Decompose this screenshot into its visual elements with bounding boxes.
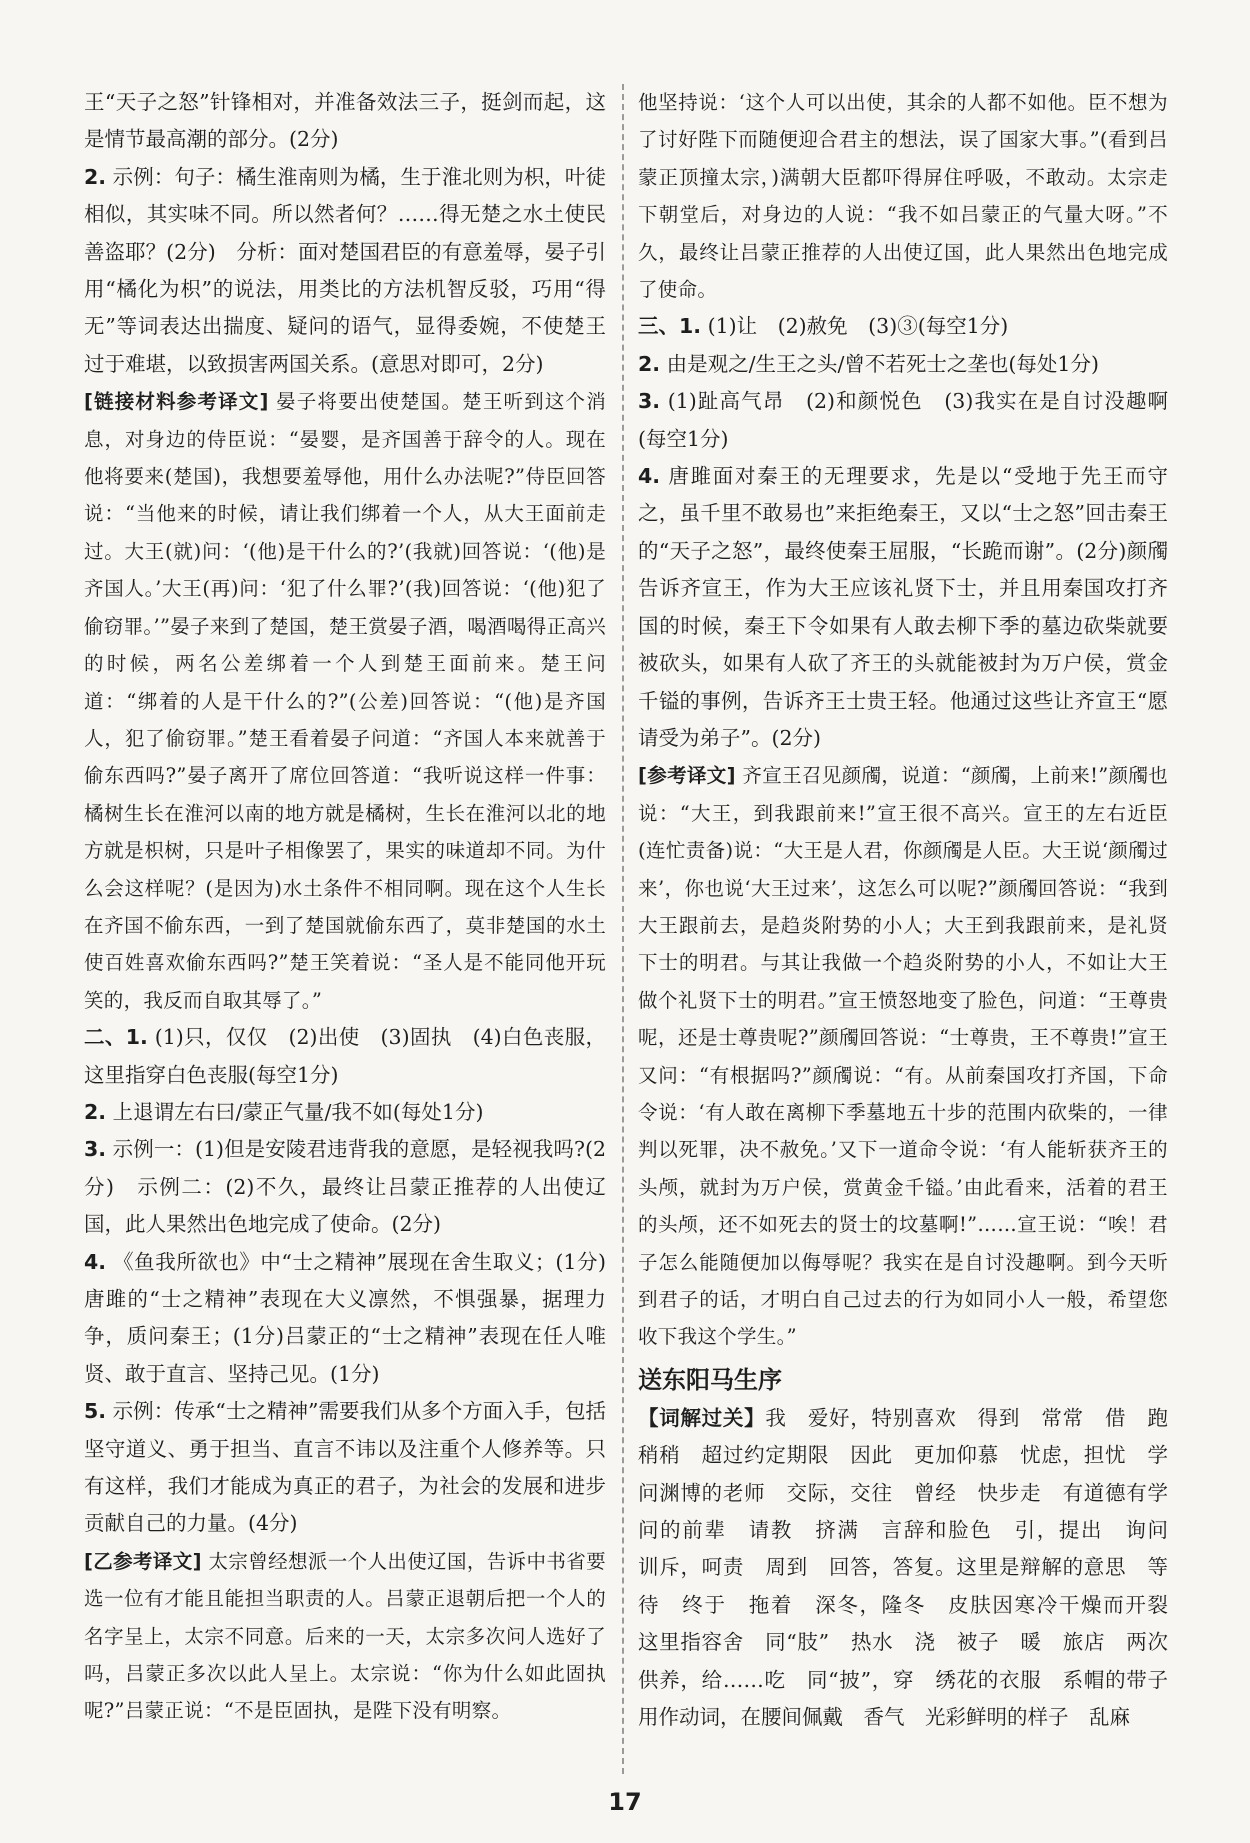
answer-paragraph [84, 84, 606, 159]
answer-text: (1)让 (2)赦免 (3)③(每空1分) [707, 314, 1009, 339]
answer-paragraph [84, 1543, 606, 1730]
answer-text: 太宗曾经想派一个人出使辽国，告诉中书省要选一位有才能且能担当职责的人。吕蒙正退朝后把一个人的名字呈上，太宗不同意。后来的一天，太宗多次问人选好了吗，吕蒙正多次以此人呈上。太宗说：“你为什么如此固执呢?”吕蒙正说：“不是臣固执，是陛下没有明察。 [84, 1549, 606, 1723]
answer-text: 上退谓左右曰/蒙正气量/我不如(每处1分) [112, 1099, 484, 1124]
answer-paragraph [84, 1019, 606, 1094]
answer-paragraph [84, 1393, 606, 1543]
answer-text: (1)趾高气昂 (2)和颜悦色 (3)我实在是自讨没趣啊(每空1分) [638, 389, 1168, 451]
column-divider [622, 84, 624, 1774]
question-number: 3. [638, 389, 661, 414]
question-number: 2. [84, 164, 107, 189]
answer-paragraph [638, 458, 1168, 757]
left-column [84, 84, 606, 1730]
question-number: 三、1. [638, 314, 702, 339]
answer-paragraph [638, 757, 1168, 1356]
question-number: 2. [84, 1099, 107, 1124]
answer-paragraph [84, 1094, 606, 1131]
page-number: 17 [608, 1788, 642, 1816]
answer-text: 齐宣王召见颜斶，说道：“颜斶，上前来!”颜斶也说：“大王，到我跟前来!”宣王很不高兴。宣王的左右近臣(连忙责备)说：“大王是人君，你颜斶是人臣。大王说‘颜斶过来’，你也说‘大王过来’，这怎么可以呢?”颜斶回答说：“我到大王跟前去，是趋炎附势的小人；大王到我跟前来，是礼贤下士的明君。与其让我做一个趋炎附势的小人，不如让大王做个礼贤下士的明君。”宣王愤怒地变了脸色，问道：“王尊贵呢，还是士尊贵呢?”颜斶回答说：“士尊贵，王不尊贵!”宣王又问：“有根据吗?”颜斶说：“有。从前秦国攻打齐国，下命令说：‘有人敢在离柳下季墓地五十步的范围内砍柴的，一律判以死罪，决不赦免。’又下一道命令说：‘有人能斩获齐王的头颅，就封为万户侯，赏黄金千镒。’由此看来，活着的君王的头颅，还不如死去的贤士的坟墓啊!”……宣王说：“唉！君子怎么能随便加以侮辱呢？我实在是自讨没趣啊。到今天听到君子的话，才明白自己过去的行为如同小人一般，希望您收下我这个学生。” [638, 764, 1169, 1349]
answer-paragraph [638, 346, 1168, 383]
answer-paragraph [84, 383, 606, 1019]
question-number: 3. [84, 1137, 107, 1162]
answer-paragraph [638, 84, 1168, 308]
translation-tag: [乙参考译文] [84, 1549, 202, 1573]
answer-text: 示例：传承“士之精神”需要我们从多个方面入手，包括坚守道义、勇于担当、直言不讳以及注重个人修养等。只有这样，我们才能成为真正的君子，为社会的发展和进步贡献自己的力量。(4分) [84, 1399, 606, 1536]
question-number: 4. [638, 464, 661, 489]
question-number: 二、1. [84, 1025, 148, 1050]
translation-tag: [链接材料参考译文] [84, 390, 269, 414]
answer-text: 示例一：(1)但是安陵君违背我的意愿，是轻视我吗?(2分) 示例二：(2)不久，最终让吕蒙正推荐的人出使辽国，此人果然出色地完成了使命。(2分) [84, 1137, 606, 1237]
right-paragraphs [638, 84, 1168, 1356]
answer-text: 示例：句子：橘生淮南则为橘，生于淮北则为枳，叶徒相似，其实味不同。所以然者何？……得无楚之水土使民善盗耶？(2分) 分析：面对楚国君臣的有意羞辱，晏子引用“橘化为枳”的说法，用类比的方法机智反驳，巧用“得无”等词表达出揣度、疑问的语气，显得委婉，不使楚王过于难堪，以致损害两国关系。(意思对即可，2分) [84, 164, 606, 376]
answer-text: 他坚持说：‘这个人可以出使，其余的人都不如他。臣不想为了讨好陛下而随便迎合君主的想法，误了国家大事。”(看到吕蒙正顶撞太宗，)满朝大臣都吓得屏住呼吸，不敢动。太宗走下朝堂后，对身边的人说：“我不如吕蒙正的气量大呀。”不久，最终让吕蒙正推荐的人出使辽国，此人果然出色地完成了使命。 [638, 91, 1168, 302]
answer-paragraph [84, 1131, 606, 1243]
answer-paragraph [84, 1244, 606, 1394]
vocab-tag: 【词解过关】 [638, 1405, 766, 1430]
right-column [638, 84, 1189, 1736]
answer-paragraph [638, 308, 1168, 345]
answer-paragraph [84, 159, 606, 383]
answer-text: (1)只，仅仅 (2)出使 (3)固执 (4)白色丧服，这里指穿白色丧服(每空1分) [84, 1025, 606, 1087]
answer-text: 晏子将要出使楚国。楚王听到这个消息，对身边的侍臣说：“晏婴，是齐国善于辞令的人。现在他将要来(楚国)，我想要羞辱他，用什么办法呢?”侍臣回答说：“当他来的时候，请让我们绑着一个人，从大王面前走过。大王(就)问：‘(他)是干什么的?’(我就)回答说：‘(他)是齐国人。’大王(再)问：‘犯了什么罪?’(我)回答说：‘(他)犯了偷窃罪。’”晏子来到了楚国，楚王赏晏子酒，喝酒喝得正高兴的时候，两名公差绑着一个人到楚王面前来。楚王问道：“绑着的人是干什么的?”(公差)回答说：“(他)是齐国人，犯了偷窃罪。”楚王看着晏子问道：“齐国人本来就善于偷东西吗?”晏子离开了席位回答道：“我听说这样一件事：橘树生长在淮河以南的地方就是橘树，生长在淮河以北的地方就是枳树，只是叶子相像罢了，果实的味道却不同。为什么会这样呢？(是因为)水土条件不相同啊。现在这个人生长在齐国不偷东西，一到了楚国就偷东西了，莫非楚国的水土使百姓喜欢偷东西吗?”楚王笑着说：“圣人是不能同他开玩笑的，我反而自取其辱了。” [84, 390, 606, 1012]
answer-text: 唐雎面对秦王的无理要求，先是以“受地于先王而守之，虽千里不敢易也”来拒绝秦王，又以“士之怒”回击秦王的“天子之怒”，最终使秦王屈服，“长跪而谢”。(2分)颜斶告诉齐宣王，作为大王应该礼贤下士，并且用秦国攻打齐国的时候，秦王下令如果有人敢去柳下季的墓边砍柴就要被砍头，如果有人砍了齐王的头就能被封为万户侯，赏金千镒的事例，告诉齐王士贵王轻。他通过这些让齐宣王“愿请受为弟子”。(2分) [638, 464, 1168, 750]
question-number: 2. [638, 351, 661, 376]
answer-text: 王“天子之怒”针锋相对，并准备效法三子，挺剑而起，这是情节最高潮的部分。(2分) [84, 90, 606, 152]
translation-tag: [参考译文] [638, 764, 736, 788]
answer-text: 由是观之/生王之头/曾不若死士之垄也(每处1分) [666, 351, 1099, 376]
vocab-text: 我 爱好，特别喜欢 得到 常常 借 跑 稍稍 超过约定期限 因此 更加仰慕 忧虑，担忧 学问渊博的老师 交际，交往 曾经 快步走 有道德有学问的前辈 请教 挤满 言辞和脸色 引，提出 询问 训斥，呵责 周到 回答，答复。这里是辩解的意思 等待 终于 拖着 深冬，隆冬 皮肤因寒冷干燥而开裂 这里指容舍 同“肢” 热水 浇 被子 暖 旅店 两次 供养，给……吃 同“披”，穿 绣花的衣服 系帽的带子 用作动词，在腰间佩戴 香气 光彩鲜明的样子 乱麻 [638, 1405, 1189, 1730]
question-number: 5. [84, 1399, 107, 1424]
answer-paragraph [638, 383, 1168, 458]
section-title: 送东阳马生序 [638, 1365, 782, 1394]
question-number: 4. [84, 1249, 107, 1274]
vocab-paragraph [638, 1400, 1189, 1737]
answer-text: 《鱼我所欲也》中“士之精神”展现在舍生取义；(1分)唐雎的“士之精神”表现在大义凛然，不惧强暴，据理力争，质问秦王；(1分)吕蒙正的“士之精神”表现在任人唯贤、敢于直言、坚持己见。(1分) [84, 1249, 606, 1386]
